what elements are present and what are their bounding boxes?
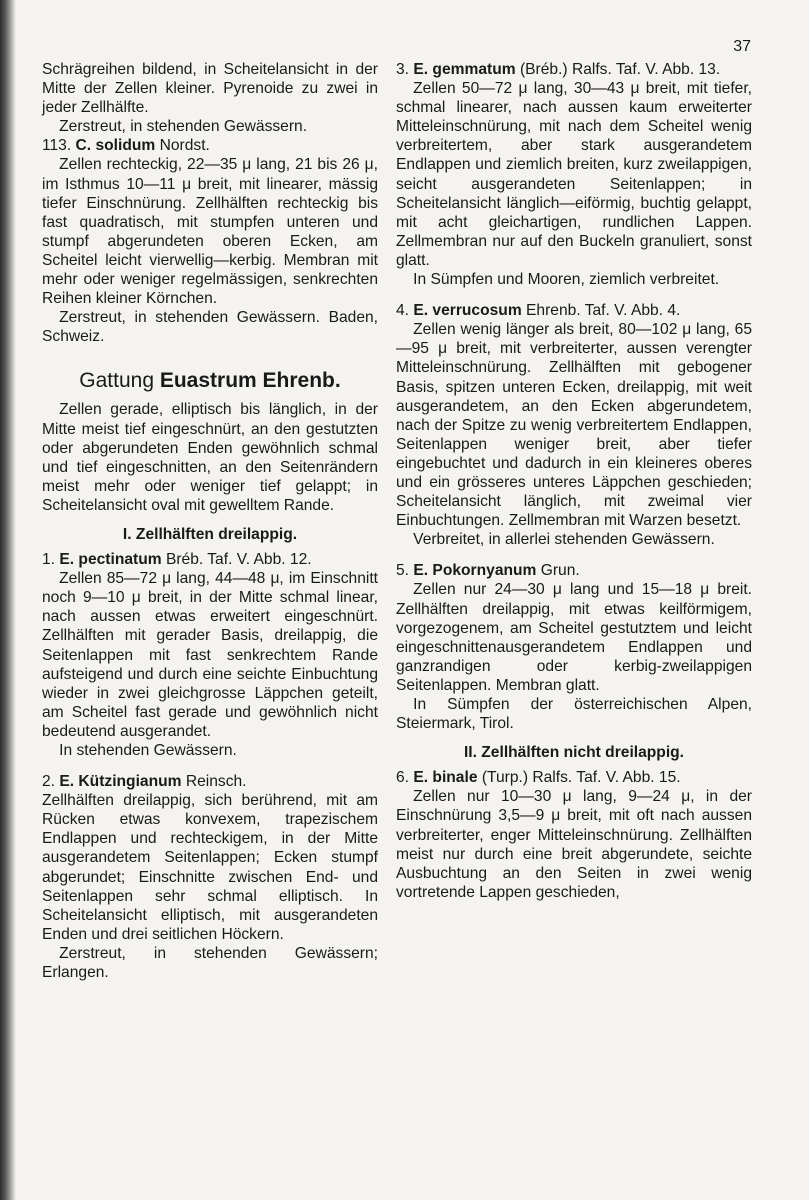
species-description: Zellhälften dreilappig, sich berührend, mit am Rücken etwas konvexem, trapezischem Endlappen und rechteckigem, in der Mitte ausgerandetem Seitenlappen; Ecken stumpf abgerundet; Einschnitte zwischen End- und Seitenlappen sehr schmal elliptisch. In Scheitelansicht elliptisch, mit ausgerandeten Enden und drei seitlichen Höckern.: [42, 792, 378, 943]
species-entry-2: [42, 772, 378, 791]
continued-paragraph: Schrägreihen bildend, in Scheitelansicht in der Mitte der Zellen kleiner. Pyrenoide zu zwei in jeder Zellhälfte.: [42, 61, 378, 117]
species-entry-1: [42, 550, 378, 569]
genus-heading: [42, 368, 378, 394]
right-column: [396, 60, 752, 902]
section-heading: I. Zellhälften dreilappig.: [122, 525, 298, 543]
species-authority: (Turp.) Ralfs. Taf. V. Abb. 15.: [477, 769, 681, 787]
species-authority: Reinsch.: [181, 773, 247, 791]
species-name: E. Kützingianum: [59, 773, 182, 791]
species-entry-5: [396, 561, 752, 580]
genus-name: Euastrum Ehrenb.: [159, 369, 341, 393]
species-authority: Bréb. Taf. V. Abb. 12.: [161, 551, 312, 569]
species-authority: (Bréb.) Ralfs. Taf. V. Abb. 13.: [515, 61, 721, 78]
species-entry-3: [396, 60, 752, 79]
left-column: [42, 60, 378, 982]
genus-prefix: Gattung: [79, 369, 160, 393]
genus-description: Zellen gerade, elliptisch bis länglich, in der Mitte meist tief eingeschnürt, an den gestutzten oder abgerundeten Enden gewöhnlich schmal und tief eingeschnitten, an den Seitenrändern meist mehr oder weniger tief gelappt; in Scheitelansicht oval mit gewelltem Rande.: [42, 401, 378, 514]
habitat-text: Zerstreut, in stehenden Gewässern; Erlangen.: [42, 944, 378, 982]
habitat-text: Verbreitet, in allerlei stehenden Gewässern.: [413, 531, 715, 549]
page-number: 37: [733, 38, 751, 55]
species-name: E. Pokornyanum: [413, 562, 537, 580]
entry-number: 6.: [396, 769, 410, 787]
species-name: E. binale: [413, 769, 478, 787]
habitat-text: In Sümpfen der österreichischen Alpen, Steiermark, Tirol.: [396, 696, 752, 733]
species-description: Zellen wenig länger als breit, 80—102 μ lang, 65—95 μ breit, mit verbreiterter, aussen verengter Mitteleinschnürung. Zellhälften mit gebogener Basis, spitzen unteren Ecken, dreilappig, mit weit ausgerandetem, an den Ecken abgerundetem, nach der Spitze zu wenig verbreitertem Endlappen, Seitenlappen weniger breit, aber tiefer eingebuchtet und dadurch in ein kleineres oberes und ein grösseres unteres Läppchen geschieden; Scheitelansicht länglich, mit zweimal vier Einbuchtungen. Zellmembran mit Warzen besetzt.: [396, 321, 752, 530]
entry-number: 2.: [42, 773, 56, 791]
book-binding-shadow: [0, 0, 16, 1200]
species-description: Zellen nur 10—30 μ lang, 9—24 μ, in der Einschnürung 3,5—9 μ breit, mit oft nach aussen verbreiterter, enger Mitteleinschnürung. Zellhälften meist nur durch eine breit abgerundete, seichte Ausbuchtung an den Seiten in zwei wenig vortretende Lappen geschieden,: [396, 788, 752, 901]
entry-number: 4.: [396, 302, 410, 320]
species-name: E. verrucosum: [413, 302, 522, 320]
entry-number: 3.: [396, 61, 410, 78]
species-name: E. gemmatum: [413, 61, 516, 78]
entry-number: 113.: [42, 137, 72, 155]
species-description: Zellen 50—72 μ lang, 30—43 μ breit, mit tiefer, schmal linearer, nach aussen kaum erweiterter Mitteleinschnürung, mit nach dem Scheitel wenig verbreitertem, aber stark ausgerandetem Endlappen und ziemlich breiten, kurz zweilappigen, seicht ausgerandeten Seitenlappen; in Scheitelansicht länglich—eiförmig, buchtig gelappt, mit acht gleichartigen, rundlichen Lappen. Zellmembran nur auf den Buckeln granuliert, sonst glatt.: [396, 80, 752, 269]
habitat-text: In stehenden Gewässern.: [59, 742, 237, 759]
habitat-text: Zerstreut, in stehenden Gewässern.: [59, 118, 308, 136]
species-authority: Ehrenb. Taf. V. Abb. 4.: [521, 302, 681, 320]
habitat-text: In Sümpfen und Mooren, ziemlich verbreitet.: [413, 271, 720, 289]
species-entry-6: [396, 768, 752, 787]
species-entry-113: [42, 136, 378, 155]
entry-number: 1.: [42, 551, 56, 569]
species-description: Zellen nur 24—30 μ lang und 15—18 μ breit. Zellhälften dreilappig, mit etwas keilförmigem, vorgezogenem, am Scheitel gestutztem und leicht eingeschnittenausgerandetem Endlappen und ganzrandigen oder kerbig-zweilappigen Seitenlappen. Membran glatt.: [396, 581, 752, 694]
species-name: E. pectinatum: [59, 551, 162, 569]
species-entry-4: [396, 301, 752, 320]
entry-number: 5.: [396, 562, 410, 580]
species-description: Zellen rechteckig, 22—35 μ lang, 21 bis 26 μ, im Isthmus 10—11 μ breit, mit linearer, mässig tiefer Einschnürung. Zellhälften rechteckig bis fast quadratisch, mit stumpfen unteren und stumpf abgerundeten oberen Ecken, am Scheitel leicht vierwellig—kerbig. Membran mit mehr oder weniger regelmässigen, senkrechten Reihen kleiner Körnchen.: [42, 156, 378, 308]
species-authority: Nordst.: [155, 137, 210, 155]
section-heading: II. Zellhälften nicht dreilappig.: [463, 744, 685, 762]
species-description: Zellen 85—72 μ lang, 44—48 μ, im Einschnitt noch 9—10 μ breit, in der Mitte schmal linear, nach aussen etwas erweitert eingeschnürt. Zellhälften mit gerader Basis, dreilappig, die Seitenlappen mit fast senkrechtem Rande aufsteigend und durch eine seichte Einbuchtung wieder in zwei gleichgrosse Läppchen geteilt, am Scheitel fast gerade und gewöhnlich nicht bedeutend ausgerandet.: [42, 570, 378, 740]
species-authority: Grun.: [536, 562, 580, 580]
habitat-text: Zerstreut, in stehenden Gewässern. Baden, Schweiz.: [42, 309, 378, 346]
species-name: C. solidum: [75, 137, 156, 155]
